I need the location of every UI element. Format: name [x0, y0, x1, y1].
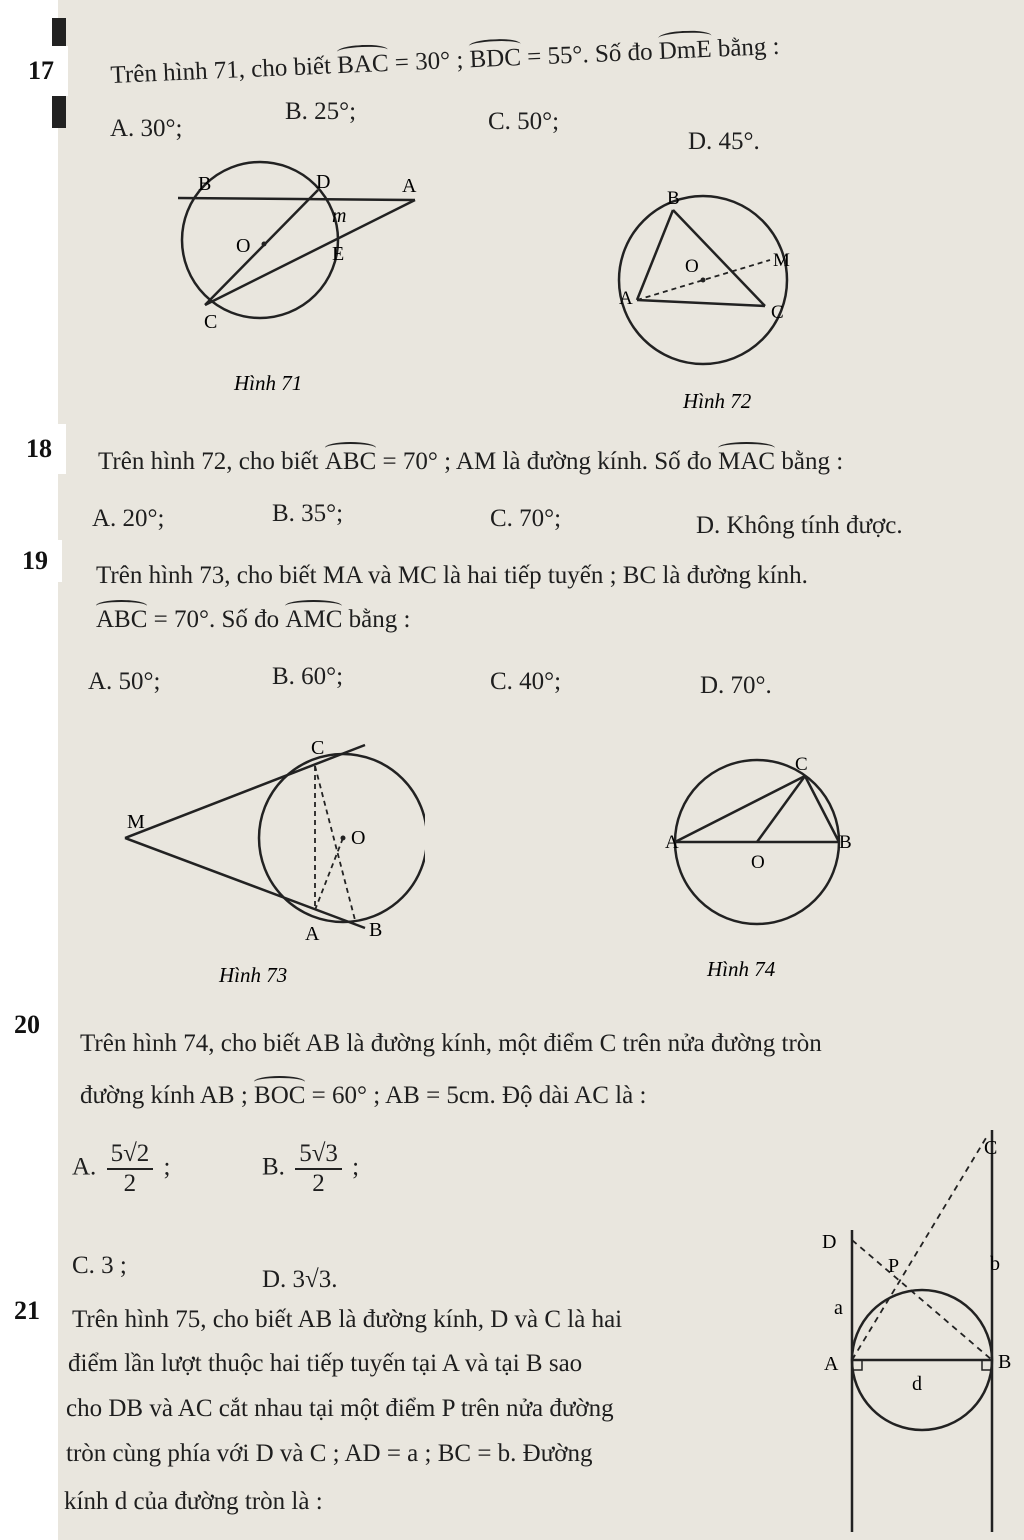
question-17-stem [110, 33, 780, 90]
q17-option-a: A. 30°; [110, 115, 183, 142]
fig75-label-b: B [998, 1351, 1012, 1373]
q20-option-c: C. 3 ; [72, 1252, 127, 1279]
q19-stem-b: . Số đo [209, 606, 286, 633]
q17-eq1: = 30° [387, 47, 451, 77]
fig71-label-d: D [316, 171, 331, 193]
q19-arc-amc: AMC [285, 606, 343, 633]
q17-arc-dme: DmE [658, 35, 713, 66]
q20-option-a: A. $\frac{5√2}{2}$ ; [72, 1140, 171, 1197]
q20-arc-boc: BOC [254, 1082, 306, 1109]
figure-75 [808, 1120, 1020, 1540]
fig75-label-b-length: b [990, 1253, 1000, 1275]
fig72-caption: Hình 72 [683, 389, 752, 413]
question-19-number: 19 [8, 540, 62, 582]
fig75-label-a: A [824, 1353, 839, 1375]
fig72-label-m: M [773, 250, 790, 271]
q20-option-a-num: 5√2 [107, 1140, 154, 1170]
q17-option-c: C. 50°; [488, 108, 560, 135]
q17-stem-c: bằng : [710, 32, 781, 63]
q19-option-b: B. 60°; [272, 663, 344, 690]
question-17-number: 17 [14, 46, 68, 96]
q20-option-a-den: 2 [123, 1170, 137, 1197]
fig71-label-e: E [332, 243, 345, 265]
q17-option-b: B. 25°; [285, 98, 357, 125]
q17-stem-b: . Số đo [581, 38, 660, 69]
q20-option-b-fraction [295, 1140, 342, 1198]
q20-line2-b: = 60° ; AB = 5cm. Độ dài AC là : [305, 1082, 647, 1109]
fig72-label-o: O [685, 256, 699, 277]
fig74-label-c: C [795, 754, 808, 775]
fig75-label-d: D [822, 1231, 837, 1253]
question-19-stem [96, 606, 410, 634]
q21-line3: cho DB và AC cắt nhau tại một điểm P trên nửa đường [66, 1395, 614, 1422]
question-20-number: 20 [0, 1000, 54, 1050]
q19-eq1: = 70° [147, 606, 210, 633]
q20-option-a-fraction [107, 1140, 154, 1198]
fig75-label-c: C [984, 1137, 998, 1159]
fig73-label-c: C [311, 737, 325, 759]
fig73-label-o: O [351, 827, 366, 849]
q19-option-d: D. 70°. [700, 672, 772, 699]
q20-option-b-label: B. [262, 1153, 285, 1181]
q18-option-d: D. Không tính được. [696, 512, 903, 539]
fig71-label-m: m [332, 205, 347, 227]
fig75-label-a-length: a [834, 1297, 843, 1319]
fig73-label-b: B [369, 919, 383, 941]
q18-option-a: A. 20°; [92, 505, 165, 532]
fig73-label-m: M [127, 811, 145, 833]
fig71-label-c: C [204, 311, 218, 333]
q20-option-d: D. 3√3. [262, 1266, 338, 1293]
q18-stem-b: ; AM là đường kính. Số đo [437, 448, 719, 475]
fig71-label-a: A [402, 175, 417, 197]
figure-72 [615, 188, 825, 418]
fig73-label-a: A [305, 923, 320, 945]
fig71-caption: Hình 71 [234, 371, 303, 395]
q19-line1: Trên hình 73, cho biết MA và MC là hai tiếp tuyến ; BC là đường kính. [96, 562, 808, 589]
fig74-caption: Hình 74 [707, 957, 776, 981]
q18-option-b: B. 35°; [272, 500, 344, 527]
question-18-stem [98, 448, 843, 476]
figure-73 [115, 730, 425, 990]
fig72-label-a: A [619, 288, 633, 309]
fig72-label-b: B [667, 188, 680, 209]
q18-stem-a: Trên hình 72, cho biết [98, 448, 325, 475]
figure-71 [160, 160, 440, 400]
q18-eq1: = 70° [376, 448, 438, 475]
question-18-number: 18 [12, 424, 66, 474]
fig72-label-c: C [771, 302, 784, 323]
q18-option-c: C. 70°; [490, 505, 562, 532]
fig75-label-p: P [888, 1255, 900, 1277]
q17-stem-a: Trên hình 71, cho biết [110, 52, 338, 89]
q20-line2-a: đường kính AB ; [80, 1082, 255, 1109]
q19-stem-c: bằng : [342, 606, 411, 633]
fig74-label-o: O [751, 852, 765, 873]
fig74-label-a: A [665, 832, 679, 853]
q20-line1: Trên hình 74, cho biết AB là đường kính, một điểm C trên nửa đường tròn [80, 1030, 822, 1057]
q19-option-a: A. 50°; [88, 668, 161, 695]
q18-arc-mac: MAC [718, 448, 776, 475]
q17-option-d: D. 45°. [688, 128, 760, 155]
q20-option-b-num: 5√3 [295, 1140, 342, 1170]
q20-option-b-den: 2 [312, 1170, 325, 1197]
q21-line1: Trên hình 75, cho biết AB là đường kính, D và C là hai [72, 1306, 623, 1333]
q21-line5: kính d của đường tròn là : [64, 1488, 323, 1515]
q21-line4: tròn cùng phía với D và C ; AD = a ; BC = b. Đường [66, 1440, 593, 1467]
q17-sep: ; [449, 46, 471, 75]
fig71-label-b: B [198, 173, 212, 195]
fig71-label-o: O [236, 235, 251, 257]
fig75-label-d-length: d [912, 1373, 922, 1395]
q17-eq2: = 55° [520, 41, 584, 72]
fig73-caption: Hình 73 [219, 963, 288, 987]
q17-arc-bdc: BDC [468, 44, 522, 74]
q18-arc-abc: ABC [324, 448, 377, 475]
q21-line2: điểm lần lượt thuộc hai tiếp tuyến tại A và tại B sao [68, 1350, 583, 1377]
figure-74 [665, 750, 865, 985]
question-21-number: 21 [0, 1290, 54, 1332]
q19-arc-abc: ABC [96, 606, 148, 633]
fig74-label-b: B [839, 832, 852, 853]
q18-stem-c: bằng : [775, 448, 844, 475]
q20-option-b: B. $\frac{5√3}{2}$ ; [262, 1140, 360, 1197]
q17-arc-bac: BAC [336, 49, 390, 80]
q20-line2 [80, 1082, 646, 1110]
q19-option-c: C. 40°; [490, 668, 562, 695]
q20-option-a-label: A. [72, 1153, 97, 1181]
